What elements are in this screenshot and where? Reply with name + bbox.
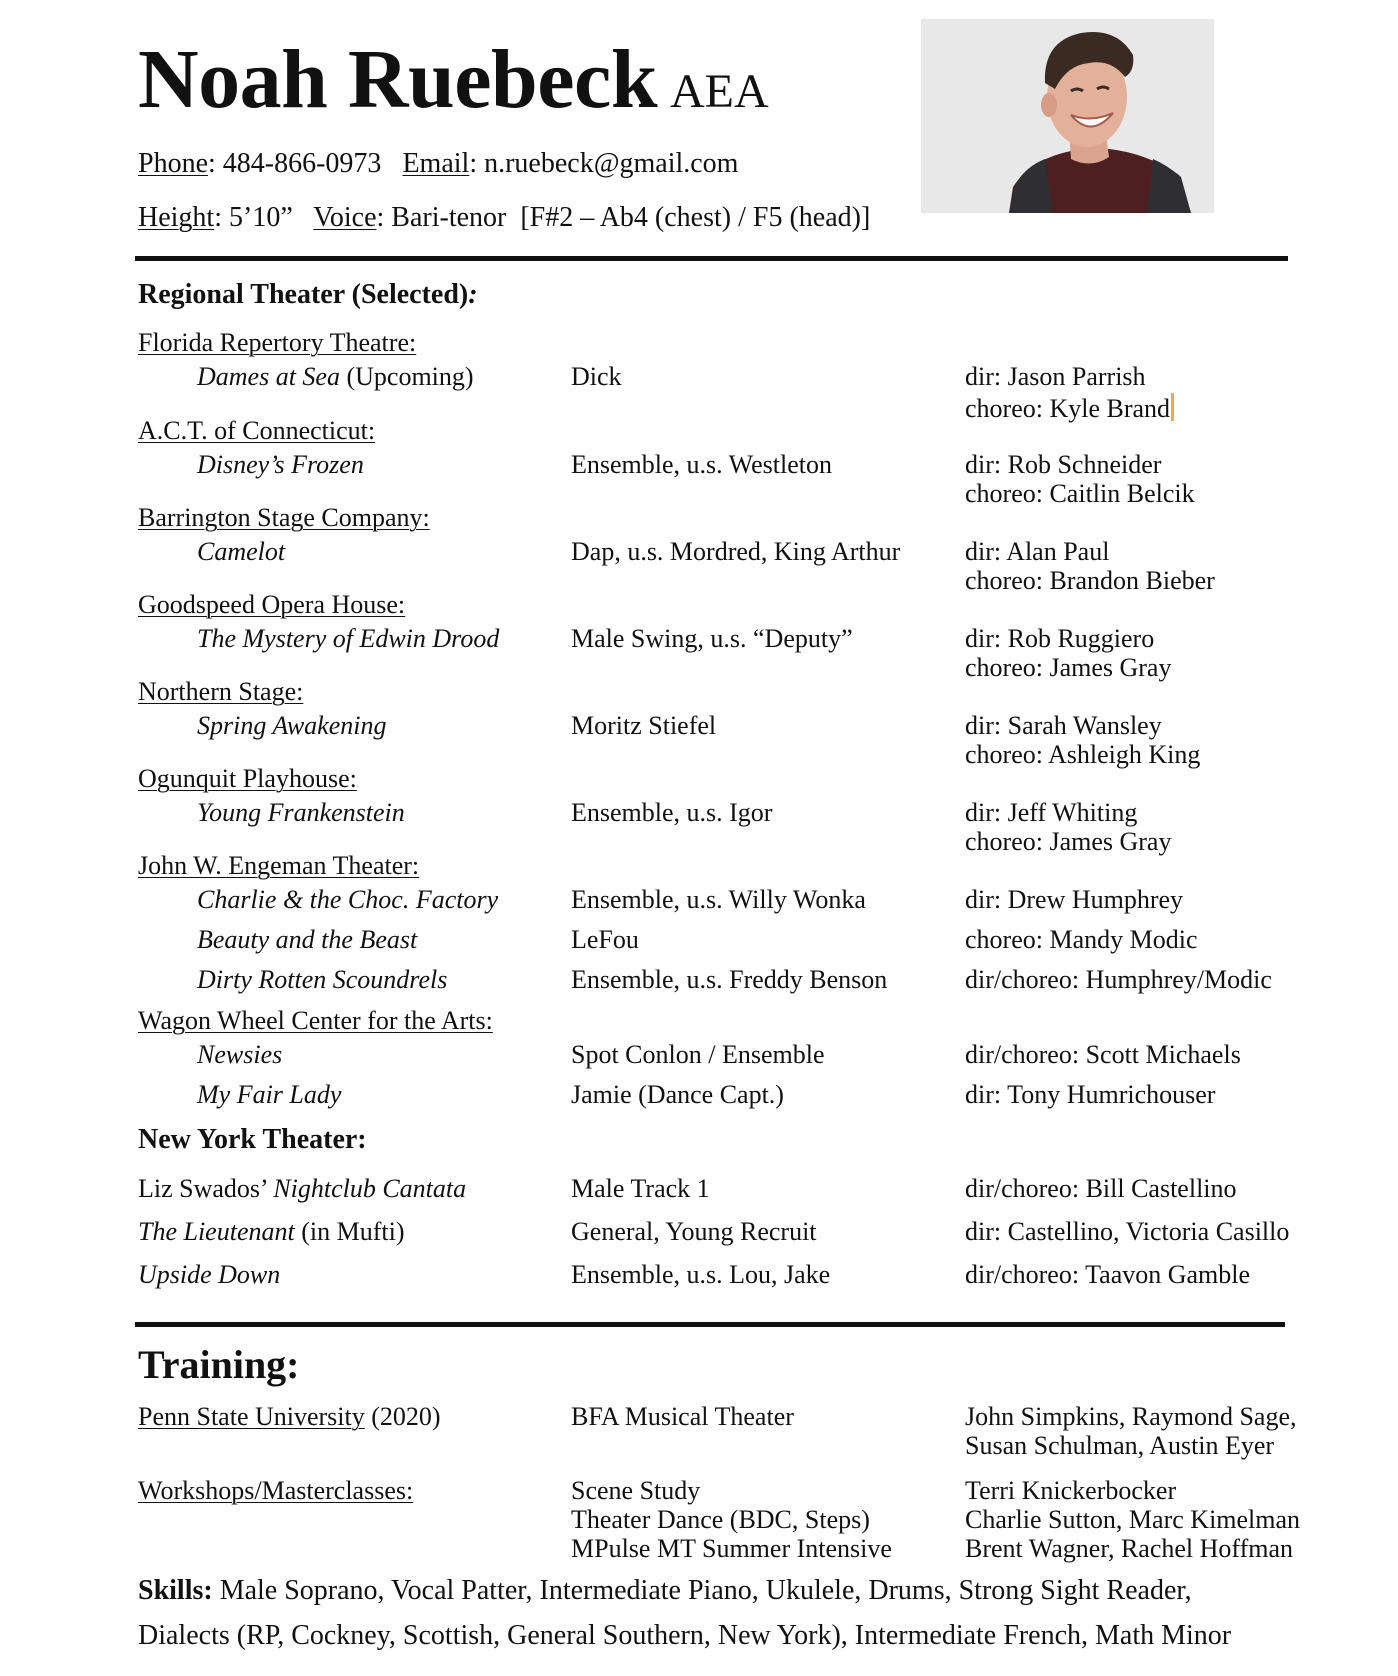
section-title-newyork: New York Theater: xyxy=(138,1124,367,1155)
theater-name: John W. Engeman Theater: xyxy=(138,851,420,880)
show-role: Ensemble, u.s. Willy Wonka xyxy=(571,885,866,914)
headshot-image xyxy=(921,19,1214,213)
ny-show-credit: dir/choreo: Bill Castellino xyxy=(965,1174,1237,1203)
workshops-label: Workshops/Masterclasses: xyxy=(138,1476,414,1505)
voice-label: Voice xyxy=(313,202,377,233)
workshop-teacher: Brent Wagner, Rachel Hoffman xyxy=(965,1534,1294,1563)
show-title: Newsies xyxy=(197,1040,283,1069)
show-role: Dap, u.s. Mordred, King Arthur xyxy=(571,537,901,566)
phone-number: 484-866-0973 xyxy=(222,148,382,179)
ny-show-role: General, Young Recruit xyxy=(571,1217,817,1246)
show-credit: dir: Rob Schneider xyxy=(965,450,1162,479)
height-label: Height xyxy=(138,202,215,233)
ny-show-credit: dir/choreo: Taavon Gamble xyxy=(965,1260,1251,1289)
show-role: Ensemble, u.s. Westleton xyxy=(571,450,833,479)
show-role: Ensemble, u.s. Freddy Benson xyxy=(571,965,888,994)
show-credit: dir: Jeff Whiting xyxy=(965,798,1138,827)
voice-value: Bari-tenor [F#2 – Ab4 (chest) / F5 (head)] xyxy=(391,202,871,233)
show-title: Young Frankenstein xyxy=(197,798,405,827)
email-address: n.ruebeck@gmail.com xyxy=(484,148,739,179)
show-role: Male Swing, u.s. “Deputy” xyxy=(571,624,853,653)
show-credit: choreo: James Gray xyxy=(965,827,1172,856)
show-title: Spring Awakening xyxy=(197,711,387,740)
show-credit: dir: Alan Paul xyxy=(965,537,1110,566)
show-role: Dick xyxy=(571,362,622,391)
show-credit: dir: Drew Humphrey xyxy=(965,885,1184,914)
theater-name: Goodspeed Opera House: xyxy=(138,590,406,619)
section-title-regional: Regional Theater (Selected): xyxy=(138,279,478,310)
headshot-photo xyxy=(921,19,1214,213)
show-title: My Fair Lady xyxy=(197,1080,342,1109)
show-title: Dames at Sea (Upcoming) xyxy=(197,362,474,391)
workshop-item: Scene Study xyxy=(571,1476,701,1505)
contact-line: Phone: 484-866-0973 Email: n.ruebeck@gmail.com xyxy=(138,148,739,179)
workshop-item: Theater Dance (BDC, Steps) xyxy=(571,1505,870,1534)
height-value: 5’10” xyxy=(229,202,293,233)
show-role: Moritz Stiefel xyxy=(571,711,717,740)
workshop-item: MPulse MT Summer Intensive xyxy=(571,1534,892,1563)
show-role: Spot Conlon / Ensemble xyxy=(571,1040,825,1069)
ny-show-title: Upside Down xyxy=(138,1260,281,1289)
ny-show-role: Male Track 1 xyxy=(571,1174,710,1203)
ny-show-title: Liz Swados’ Nightclub Cantata xyxy=(138,1174,467,1203)
show-title: Charlie & the Choc. Factory xyxy=(197,885,499,914)
show-credit: choreo: Caitlin Belcik xyxy=(965,479,1195,508)
show-title: Dirty Rotten Scoundrels xyxy=(197,965,448,994)
stats-line: Height: 5’10” Voice: Bari-tenor [F#2 – Ab4 (chest) / F5 (head)] xyxy=(138,202,871,233)
show-credit: choreo: Mandy Modic xyxy=(965,925,1198,954)
show-credit: dir/choreo: Scott Michaels xyxy=(965,1040,1241,1069)
show-credit: dir: Sarah Wansley xyxy=(965,711,1162,740)
show-role: Ensemble, u.s. Igor xyxy=(571,798,773,827)
skills-line-2: Dialects (RP, Cockney, Scottish, General Southern, New York), Intermediate French, Math Minor xyxy=(138,1620,1232,1651)
skills-label: Skills: xyxy=(138,1575,213,1606)
section-title-training: Training: xyxy=(138,1342,300,1387)
theater-name: Florida Repertory Theatre: xyxy=(138,328,417,357)
show-credit: choreo: Brandon Bieber xyxy=(965,566,1215,595)
show-title: The Mystery of Edwin Drood xyxy=(197,624,500,653)
show-credit: choreo: Kyle Brand xyxy=(965,393,1174,422)
header-divider xyxy=(135,256,1288,261)
workshop-teacher: Charlie Sutton, Marc Kimelman xyxy=(965,1505,1301,1534)
training-divider xyxy=(135,1322,1285,1327)
show-credit: dir/choreo: Humphrey/Modic xyxy=(965,965,1272,994)
show-credit: dir: Rob Ruggiero xyxy=(965,624,1155,653)
show-role: Jamie (Dance Capt.) xyxy=(571,1080,784,1109)
show-role: LeFou xyxy=(571,925,639,954)
workshop-teacher: Terri Knickerbocker xyxy=(965,1476,1177,1505)
theater-name: Ogunquit Playhouse: xyxy=(138,764,357,793)
show-title: Beauty and the Beast xyxy=(197,925,418,954)
ny-show-credit: dir: Castellino, Victoria Casillo xyxy=(965,1217,1290,1246)
phone-label: Phone xyxy=(138,148,208,179)
school: Penn State University (2020) xyxy=(138,1402,441,1431)
performer-name: Noah Ruebeck xyxy=(138,33,658,126)
skills-line-1: Skills: Male Soprano, Vocal Patter, Intermediate Piano, Ukulele, Drums, Strong Sight Reader, xyxy=(138,1575,1192,1606)
degree: BFA Musical Theater xyxy=(571,1402,794,1431)
teacher-line: John Simpkins, Raymond Sage, xyxy=(965,1402,1297,1431)
teacher-line: Susan Schulman, Austin Eyer xyxy=(965,1431,1275,1460)
ny-show-title: The Lieutenant (in Mufti) xyxy=(138,1217,405,1246)
email-label: Email xyxy=(402,148,470,179)
text-cursor xyxy=(1171,393,1174,421)
show-credit: dir: Jason Parrish xyxy=(965,362,1146,391)
theater-name: Northern Stage: xyxy=(138,677,304,706)
show-credit: choreo: James Gray xyxy=(965,653,1172,682)
show-title: Camelot xyxy=(197,537,286,566)
theater-name: Wagon Wheel Center for the Arts: xyxy=(138,1006,493,1035)
theater-name: A.C.T. of Connecticut: xyxy=(138,416,376,445)
show-credit: dir: Tony Humrichouser xyxy=(965,1080,1216,1109)
ny-show-role: Ensemble, u.s. Lou, Jake xyxy=(571,1260,831,1289)
show-credit: choreo: Ashleigh King xyxy=(965,740,1201,769)
union-affiliation: AEA xyxy=(670,65,769,118)
show-title: Disney’s Frozen xyxy=(197,450,364,479)
theater-name: Barrington Stage Company: xyxy=(138,503,430,532)
